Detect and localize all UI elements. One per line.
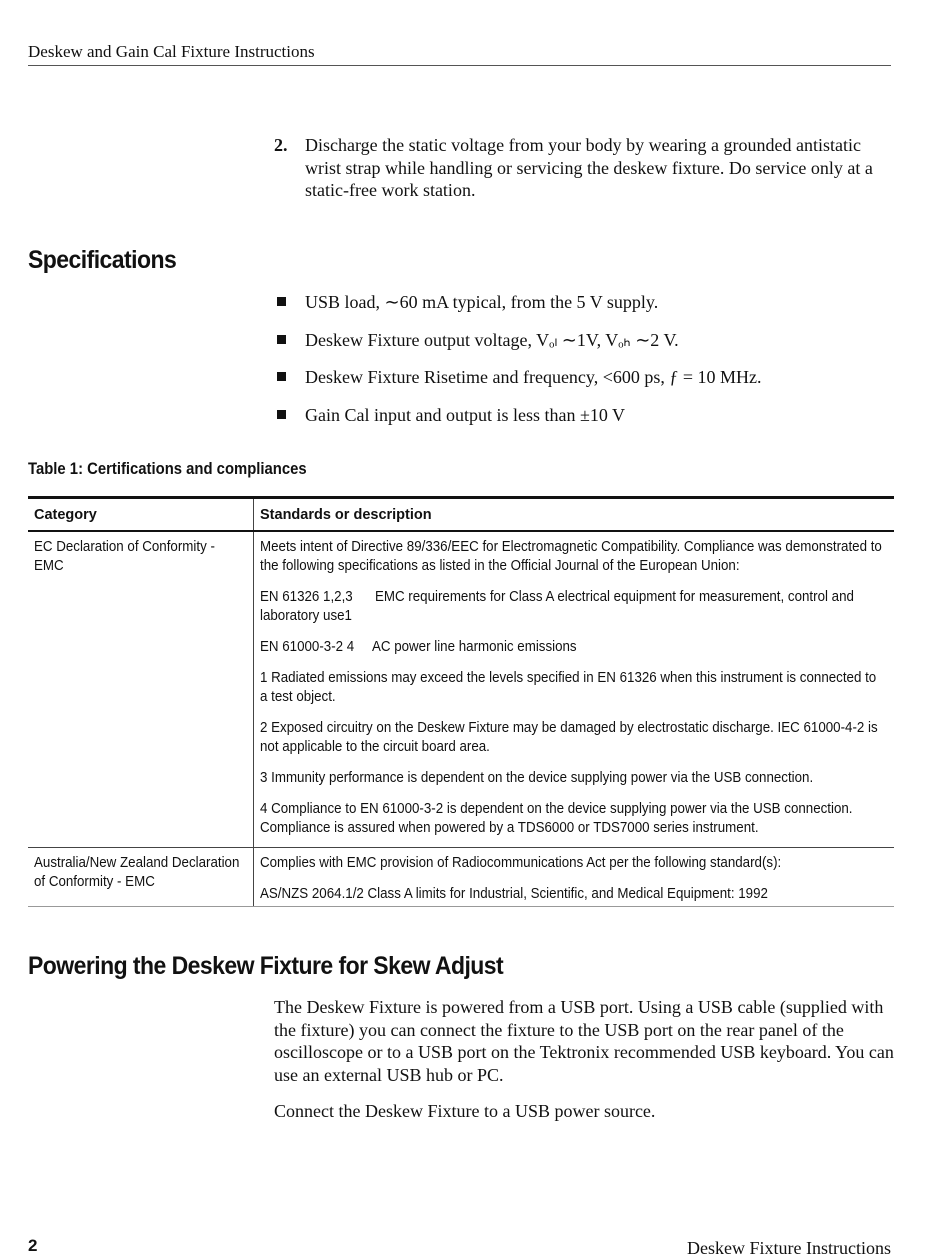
footnote-paragraph: 1 Radiated emissions may exceed the levels specified in EN 61326 when this instrument is connected to a test object. [260, 670, 877, 705]
column-header-category: Category [28, 499, 254, 530]
footnote-paragraph: 3 Immunity performance is dependent on the device supplying power via the USB connection. [260, 770, 814, 786]
bullet-square-icon [277, 297, 286, 306]
body-paragraph: Connect the Deskew Fixture to a USB power source. [274, 1101, 656, 1121]
category-cell [28, 532, 254, 847]
powering-body [274, 996, 894, 1137]
spec-bullet-text: Deskew Fixture Risetime and frequency, <600 ps, ƒ = 10 MHz. [305, 367, 762, 387]
table-row [28, 848, 894, 907]
description-paragraph: EN 61326 1,2,3 EMC requirements for Class A electrical equipment for measurement, control and laboratory use1 [260, 589, 858, 624]
step-text: Discharge the static voltage from your body by wearing a grounded antistatic wrist strap while handling or servicing the deskew fixture. Do service only at a static-free work station. [305, 135, 873, 200]
spec-bullet [274, 367, 894, 405]
description-cell [254, 848, 894, 906]
step-item [274, 134, 894, 202]
description-cell [254, 532, 894, 847]
category-text: Australia/New Zealand Declaration of Conformity - EMC [34, 855, 240, 890]
spec-bullet-text: USB load, ∼60 mA typical, from the 5 V supply. [305, 292, 659, 312]
bullet-square-icon [277, 372, 286, 381]
spec-bullet [274, 292, 894, 330]
specifications-heading: Specifications [28, 246, 177, 274]
table-caption: Table 1: Certifications and compliances [28, 460, 307, 478]
table-row [28, 532, 894, 848]
description-paragraph: EN 61000-3-2 4 AC power line harmonic emissions [260, 639, 577, 655]
running-header: Deskew and Gain Cal Fixture Instructions [28, 42, 315, 61]
bullet-square-icon [277, 410, 286, 419]
page-number: 2 [28, 1236, 38, 1255]
running-footer: Deskew Fixture Instructions [687, 1238, 891, 1258]
description-paragraph: Meets intent of Directive 89/336/EEC for Electromagnetic Compatibility. Compliance was demonstrated to the following specifications as listed in the Official Journal of the European Union: [260, 539, 882, 574]
body-paragraph: The Deskew Fixture is powered from a USB port. Using a USB cable (supplied with the fixture) you can connect the fixture to the USB port on the rear panel of the oscilloscope or to a USB port on the Tektronix recommended USB keyboard. You can use an external USB hub or PC. [274, 997, 894, 1085]
footnote-paragraph: 2 Exposed circuitry on the Deskew Fixture may be damaged by electrostatic discharge. IEC 61000-4-2 is not applicable to the circuit board area. [260, 720, 878, 755]
description-paragraph: Complies with EMC provision of Radiocommunications Act per the following standard(s): [260, 855, 782, 871]
footnote-paragraph: 4 Compliance to EN 61000-3-2 is dependent on the device supplying power via the USB connection. Compliance is assured when powered by a TDS6000 or TDS7000 series instrument. [260, 801, 853, 836]
category-text: EC Declaration of Conformity - EMC [34, 539, 215, 574]
spec-bullet-list [274, 292, 894, 442]
powering-heading: Powering the Deskew Fixture for Skew Adjust [28, 952, 504, 980]
step-number: 2. [274, 135, 288, 155]
header-divider [28, 65, 891, 66]
spec-bullet [274, 330, 894, 368]
column-header-standards: Standards or description [260, 507, 432, 523]
spec-bullet [274, 405, 894, 443]
table-header-row [28, 499, 894, 532]
spec-bullet-text: Deskew Fixture output voltage, Vₒₗ ∼1V, Vₒₕ ∼2 V. [305, 329, 679, 350]
category-cell [28, 848, 254, 906]
spec-bullet-text: Gain Cal input and output is less than ±10 V [305, 404, 626, 425]
bullet-square-icon [277, 335, 286, 344]
description-paragraph: AS/NZS 2064.1/2 Class A limits for Industrial, Scientific, and Medical Equipment: 1992 [260, 886, 768, 902]
certifications-table [28, 496, 894, 907]
